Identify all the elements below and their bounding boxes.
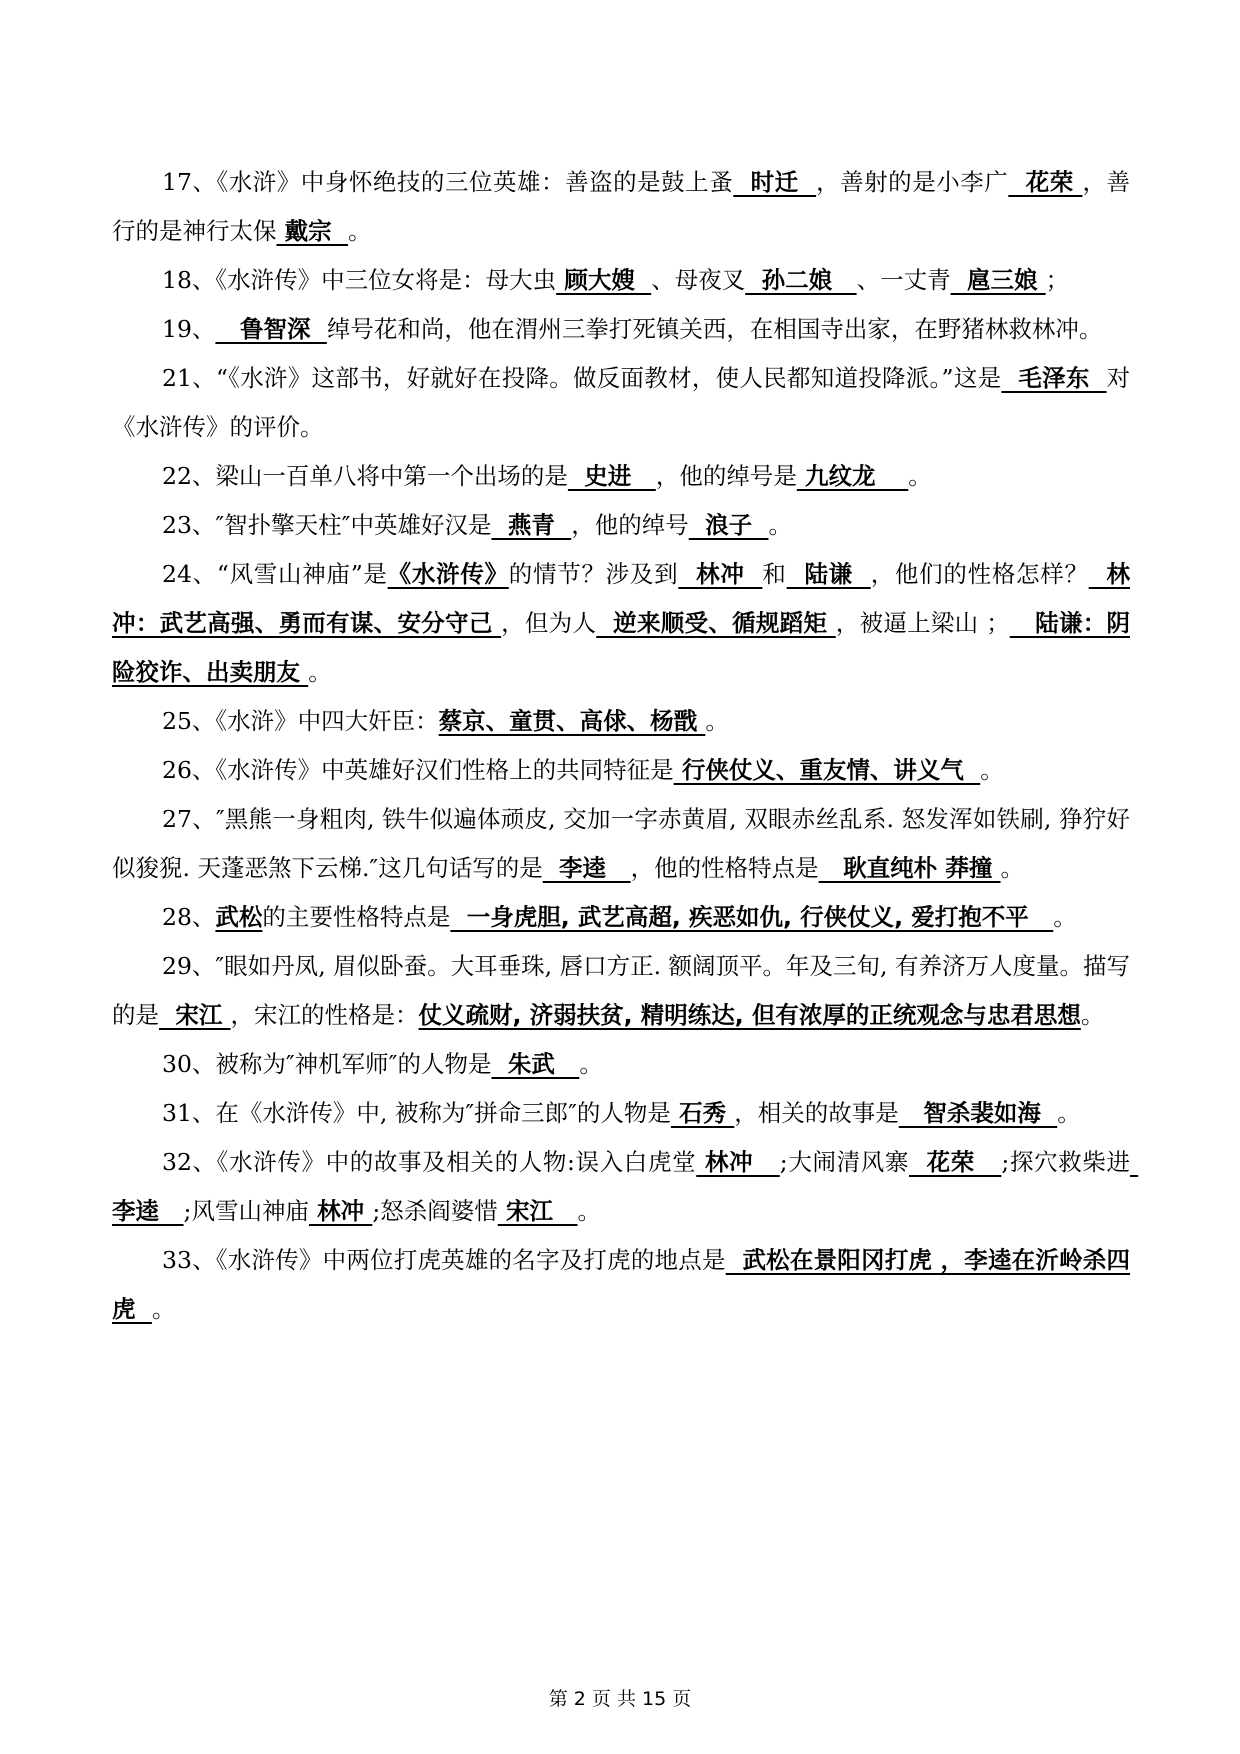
question-text: 。: [768, 511, 792, 539]
question-text: ；: [1045, 266, 1070, 294]
question-item: [112, 305, 1130, 354]
question-text: 和: [762, 560, 787, 588]
question-text: 27、″黑熊一身粗肉, 铁牛似遍体顽皮, 交加一字赤黄眉, 双眼赤丝乱系. 怒发浑如铁刷, 狰狞好似狻猊. 天蓬恶煞下云梯.″这几句话写的是: [112, 805, 1130, 882]
question-text: 。: [577, 1197, 601, 1225]
answer-text: 武松: [215, 903, 263, 931]
question-item: [112, 354, 1130, 452]
answer-text: 林冲: [678, 560, 763, 588]
question-text: ，但为人: [501, 609, 597, 637]
question-text: 32、《水浒传》中的故事及相关的人物:误入白虎堂: [162, 1148, 697, 1176]
question-item: [112, 158, 1130, 256]
question-text: ，他的绰号是: [655, 462, 797, 490]
answer-text: 朱武: [491, 1050, 580, 1078]
answer-text: 耿直纯朴 莽撞: [818, 854, 1001, 882]
question-text: 、一丈青: [856, 266, 951, 294]
question-text: 、母夜叉: [651, 266, 746, 294]
page-footer: 第 2 页 共 15 页: [548, 1688, 692, 1710]
question-list: [112, 158, 1139, 1334]
question-text: ;探穴救柴进: [1001, 1148, 1130, 1176]
answer-text: 顾大嫂: [556, 266, 652, 294]
question-text: ，善射的是小李广: [816, 168, 1009, 196]
question-item: [112, 550, 1130, 697]
question-text: 25、《水浒》中四大奸臣：: [162, 707, 439, 735]
question-text: 。: [1000, 854, 1025, 882]
question-text: 。: [308, 658, 332, 686]
question-item: [112, 256, 1130, 305]
answer-text: 宋江: [497, 1197, 578, 1225]
question-item: [112, 452, 1130, 501]
question-text: ;大闹清风寨: [779, 1148, 910, 1176]
answer-text: 九纹龙: [796, 462, 909, 490]
question-item: [112, 795, 1130, 893]
question-text: 22、梁山一百单八将中第一个出场的是: [162, 462, 568, 490]
answer-text: 浪子: [688, 511, 769, 539]
question-text: 33、《水浒传》中两位打虎英雄的名字及打虎的地点是: [162, 1246, 726, 1274]
question-text: 19、: [162, 315, 216, 343]
question-text: 。: [980, 756, 1004, 784]
answer-text: 林冲: [308, 1197, 373, 1225]
question-text: ，被逼上梁山 ；: [835, 609, 1010, 637]
question-text: 。: [1053, 903, 1077, 931]
question-item: [112, 697, 1130, 746]
question-text: 18、《水浒传》中三位女将是：母大虫: [162, 266, 557, 294]
answer-text: 《水浒传》: [387, 560, 509, 588]
question-item: [112, 1040, 1130, 1089]
answer-text: 一身虎胆, 武艺高超, 疾恶如仇, 行侠仗义, 爱打抱不平: [450, 903, 1054, 931]
question-text: 的主要性格特点是: [262, 903, 451, 931]
answer-text: 林冲：武艺高强、勇而有谋、安分守己: [112, 560, 1131, 637]
question-text: 。: [705, 707, 729, 735]
question-text: 的情节？涉及到: [508, 560, 679, 588]
question-item: [112, 746, 1130, 795]
answer-text: 逆来顺受、循规蹈矩: [596, 609, 836, 637]
question-text: 。: [1080, 1001, 1105, 1029]
question-item: [112, 1236, 1130, 1334]
question-text: ，善行的是神行太保: [112, 168, 1131, 245]
question-text: 30、被称为″神机军师″的人物是: [162, 1050, 492, 1078]
question-text: ，相关的故事是: [734, 1099, 899, 1127]
question-text: ，他们的性格怎样？: [870, 560, 1089, 588]
question-text: ，他的绰号: [571, 511, 689, 539]
answer-text: 毛泽东: [1001, 364, 1107, 392]
question-item: [112, 942, 1130, 1040]
answer-text: 花荣: [1008, 168, 1083, 196]
answer-text: 石秀: [670, 1099, 735, 1127]
answer-text: 林冲: [696, 1148, 780, 1176]
question-text: 26、《水浒传》中英雄好汉们性格上的共同特征是: [162, 756, 674, 784]
question-text: ;风雪山神庙: [183, 1197, 309, 1225]
question-text: 23、″智扑擎天柱″中英雄好汉是: [162, 511, 492, 539]
answer-text: 蔡京、童贯、高俅、杨戬: [438, 707, 706, 735]
question-text: 21、“《水浒》这部书，好就好在投降。做反面教材，使人民都知道投降派。”这是: [162, 364, 1002, 392]
answer-text: 扈三娘: [950, 266, 1046, 294]
question-text: 24、“风雪山神庙”是: [162, 560, 388, 588]
question-text: 。: [151, 1295, 176, 1323]
answer-text: 陆谦: [786, 560, 871, 588]
question-text: ;怒杀阎婆惜: [372, 1197, 498, 1225]
question-text: 29、″眼如丹凤, 眉似卧蚕。大耳垂珠, 唇口方正. 额阔顶平。年及三旬, 有养济万人度量。描写的是: [112, 952, 1130, 1029]
answer-text: 时迁: [733, 168, 817, 196]
answer-text: 孙二娘: [745, 266, 857, 294]
answer-text: 武松在景阳冈打虎 ，李逵在沂岭杀四虎: [112, 1246, 1131, 1323]
question-item: [112, 501, 1130, 550]
answer-text: 燕青: [491, 511, 572, 539]
question-text: ，他的性格特点是: [630, 854, 819, 882]
question-text: 28、: [162, 903, 216, 931]
question-text: 17、《水浒》中身怀绝技的三位英雄：善盗的是鼓上蚤: [162, 168, 734, 196]
question-text: 。: [908, 462, 932, 490]
answer-text: 陆谦：阴险狡诈、出卖朋友: [112, 609, 1130, 686]
question-text: 。: [1057, 1099, 1081, 1127]
question-item: [112, 893, 1130, 942]
question-text: 。: [579, 1050, 603, 1078]
question-item: [112, 1138, 1139, 1236]
answer-text: 鲁智深: [215, 315, 327, 343]
question-text: 绰号花和尚，他在渭州三拳打死镇关西，在相国寺出家，在野猪林救林冲。: [326, 315, 1103, 343]
answer-text: 花荣: [909, 1148, 1002, 1176]
answer-text: 宋江: [159, 1001, 231, 1029]
answer-text: 李逵: [112, 1148, 1139, 1225]
question-text: 。: [348, 217, 372, 245]
question-text: 对《水浒传》的评价。: [112, 364, 1130, 441]
answer-text: 仗义疏财, 济弱扶贫, 精明练达, 但有浓厚的正统观念与忠君思想: [418, 1001, 1081, 1029]
answer-text: 智杀裴如海: [898, 1099, 1058, 1127]
question-text: 31、在《水浒传》中, 被称为″拼命三郎″的人物是: [162, 1099, 671, 1127]
answer-text: 史进: [567, 462, 656, 490]
question-item: [112, 1089, 1130, 1138]
answer-text: 李逵: [542, 854, 631, 882]
question-text: ，宋江的性格是：: [230, 1001, 419, 1029]
answer-text: 行侠仗义、重友情、讲义气: [673, 756, 981, 784]
answer-text: 戴宗: [276, 217, 349, 245]
